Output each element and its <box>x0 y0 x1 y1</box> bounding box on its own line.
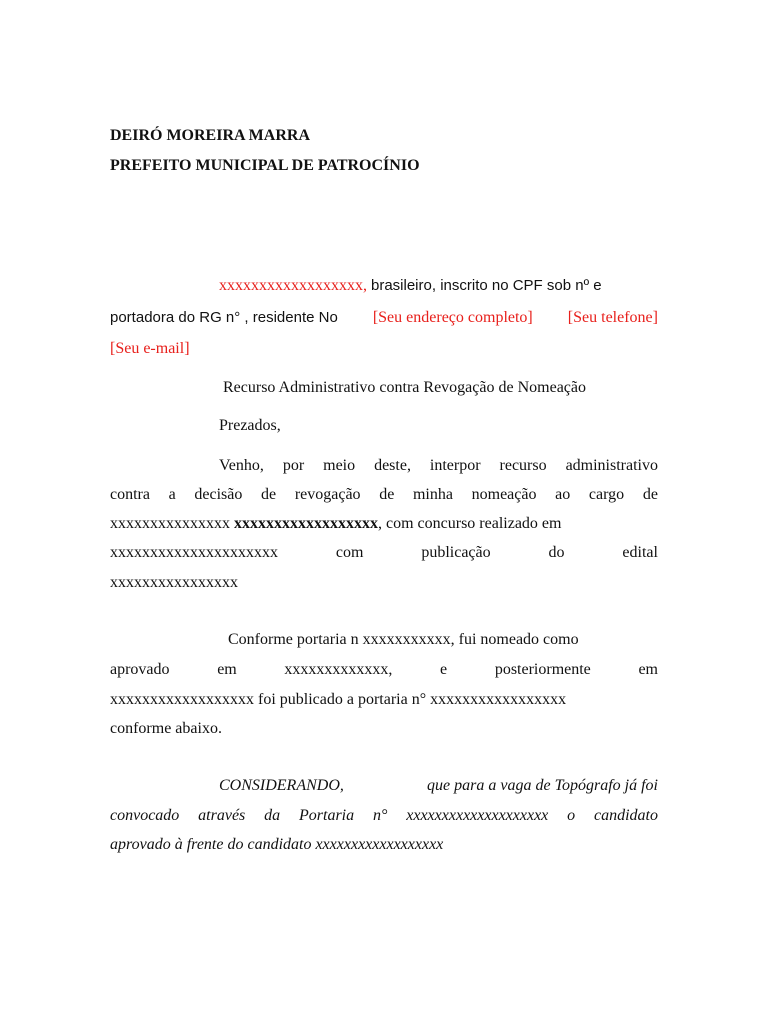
word: decisão <box>194 486 243 503</box>
paragraph-1-line-3 <box>110 514 561 534</box>
paragraph-1-line-4 <box>110 543 658 563</box>
word: de <box>642 486 658 503</box>
word: Portaria <box>299 807 355 824</box>
word: o <box>567 807 576 824</box>
email-placeholder: [Seu e-mail] <box>110 340 190 357</box>
paragraph-2-line-1: Conforme portaria n xxxxxxxxxxx, fui nomeado como <box>228 631 579 648</box>
word: edital <box>622 544 658 561</box>
intro-residence-text: portadora do RG n° , residente No <box>110 309 338 326</box>
word: publicação <box>421 544 491 561</box>
addressee-title: PREFEITO MUNICIPAL DE PATROCÍNIO <box>110 157 420 174</box>
intro-nationality-text: brasileiro, inscrito no CPF sob nº e <box>371 277 602 294</box>
word: n° <box>372 807 388 824</box>
word: posteriormente <box>494 661 591 678</box>
word: cargo <box>588 486 625 503</box>
word: com <box>335 544 364 561</box>
paragraph-2-line-3: xxxxxxxxxxxxxxxxxx foi publicado a portaria n° xxxxxxxxxxxxxxxxx <box>110 691 567 708</box>
word: administrativo <box>565 457 658 474</box>
word: interpor <box>429 457 481 474</box>
word: de <box>379 486 395 503</box>
paragraph-2-line-2 <box>110 660 658 680</box>
word: por <box>282 457 305 474</box>
word: ao <box>555 486 571 503</box>
address-placeholder: [Seu endereço completo] <box>372 309 533 326</box>
intro-line-2 <box>110 308 658 328</box>
word: através <box>198 807 246 824</box>
word: candidato <box>594 807 658 824</box>
word: contra <box>110 486 150 503</box>
word: aprovado <box>110 661 170 678</box>
paragraph-3-line-1 <box>219 776 658 796</box>
paragraph-3-line-2 <box>110 806 658 826</box>
word: nomeação <box>471 486 537 503</box>
addressee-name: DEIRÓ MOREIRA MARRA <box>110 127 310 144</box>
word: deste, <box>374 457 411 474</box>
paragraph-1-line-2 <box>110 485 658 505</box>
word: revogação <box>294 486 361 503</box>
word: recurso <box>499 457 547 474</box>
phone-placeholder: [Seu telefone] <box>567 309 658 326</box>
word: convocado <box>110 807 180 824</box>
job-title-placeholder: xxxxxxxxxxxxxxxxxx <box>234 515 378 532</box>
word: a <box>168 486 176 503</box>
word: xxxxxxxxxxxxxxxxxxxxx <box>110 544 278 561</box>
considering-keyword: CONSIDERANDO, <box>219 777 344 794</box>
applicant-name-placeholder: xxxxxxxxxxxxxxxxxx, <box>219 277 367 294</box>
word: minha <box>412 486 453 503</box>
intro-line-1 <box>219 276 602 296</box>
word: xxxxxxxxxxxxxxxxxxxx <box>406 807 549 824</box>
word: do <box>548 544 565 561</box>
word: de <box>261 486 277 503</box>
paragraph-2-line-4: conforme abaixo. <box>110 720 222 737</box>
greeting: Prezados, <box>219 417 281 434</box>
subject-line: Recurso Administrativo contra Revogação de Nomeação <box>223 379 586 396</box>
word: em <box>638 661 658 678</box>
word: da <box>264 807 281 824</box>
paragraph-3-line-1-rest: que para a vaga de Topógrafo já foi <box>427 777 658 794</box>
word: xxxxxxxxxxxxx, <box>284 661 393 678</box>
paragraph-3-line-3: aprovado à frente do candidato xxxxxxxxxxxxxxxxxx <box>110 836 444 853</box>
word: meio <box>323 457 356 474</box>
word: e <box>440 661 448 678</box>
edital-placeholder: xxxxxxxxxxxxxxxx <box>110 574 238 591</box>
contest-text: , com concurso realizado em <box>378 515 562 532</box>
paragraph-1-line-1 <box>219 456 658 476</box>
word: Venho, <box>219 457 264 474</box>
job-code-placeholder: xxxxxxxxxxxxxxx <box>110 515 230 532</box>
word: em <box>217 661 237 678</box>
